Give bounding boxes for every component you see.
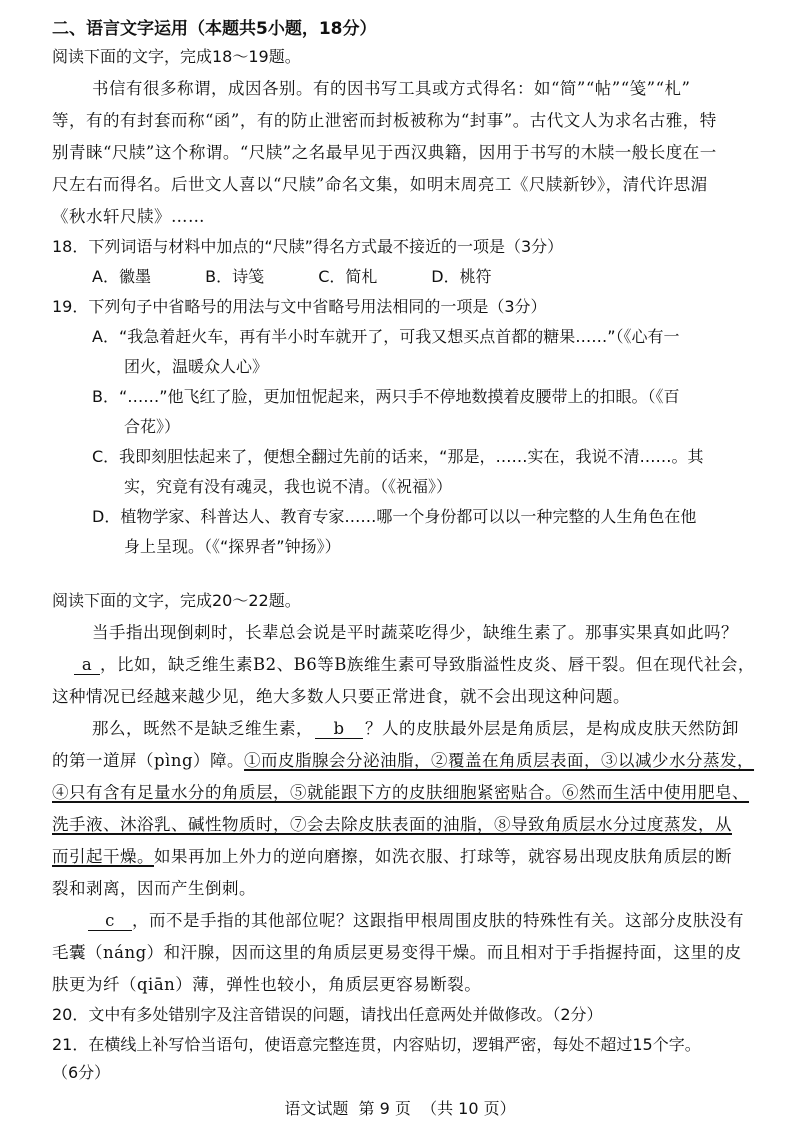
passage2-line-9: 裂和剥离，因而产生倒刺。 [52, 879, 256, 898]
q19-option-d-line2: 身上呈现。（《“探界者”钟扬》） [124, 537, 341, 556]
q19-option-c-line1[interactable]: C．我即刻胆怯起来了，便想全翻过先前的话来，“那是，……实在，我说不清……。其 [92, 447, 704, 466]
passage2-line-4-pre: 那么，既然不是缺乏维生素， [92, 719, 313, 738]
blank-a[interactable]: a [74, 656, 100, 675]
underlined-sentence-part-1: ①而皮脂腺会分泌油脂，②覆盖在角质层表面，③以减少水分蒸发， [244, 751, 755, 770]
q19-option-b-line1[interactable]: B．“……”他飞红了脸，更加忸怩起来，两只手不停地数摸着皮腰带上的扣眼。（《百 [92, 387, 680, 406]
passage1-line-2: 等，有的有封套而称“函”，有的防止泄密而封板被称为“封事”。古代文人为求名古雅，特 [52, 111, 717, 130]
q19-option-a-line1[interactable]: A．“我急着赶火车，再有半小时车就开了，可我又想买点首都的糖果……”（《心有一 [92, 327, 680, 346]
underlined-sentence-part-4: 而引起干燥。 [52, 847, 154, 866]
underlined-sentence-part-2: ④只有含有足量水分的角质层，⑤就能跟下方的皮肤细胞紧密贴合。⑥然而生活中使用肥皂、 [52, 783, 749, 802]
passage2-line-4 [92, 718, 739, 740]
section-header: 二、语言文字运用（本题共5小题，18分） [52, 19, 377, 39]
blank-c[interactable]: c [88, 912, 132, 931]
passage2-line-8 [52, 846, 732, 868]
passage2-line-3: 这种情况已经越来越少见，绝大多数人只要正常进食，就不会出现这种问题。 [52, 687, 630, 706]
q18-option-a[interactable]: A．徽墨 [92, 267, 151, 286]
passage2-line-5 [52, 750, 754, 772]
passage2-line-2 [74, 654, 755, 676]
passage1-line-5: 《秋水轩尺牍》…… [52, 207, 205, 226]
q19-option-c-line2: 实，究竟有没有魂灵，我也说不清。（《祝福》） [124, 477, 453, 496]
passage2-line-11: 毛囊（náng）和汗腺，因而这里的角质层更易变得干燥。而且相对于手指握持面，这里的皮 [52, 943, 742, 962]
q20-stem: 20．文中有多处错别字及注音错误的问题，请找出任意两处并做修改。（2分） [52, 1005, 603, 1024]
passage1-intro: 阅读下面的文字，完成18～19题。 [52, 47, 301, 66]
page-footer: 语文试题 第 9 页 （共 10 页） [284, 1099, 516, 1118]
q19-stem: 19．下列句子中省略号的用法与文中省略号用法相同的一项是（3分） [52, 297, 547, 316]
passage1-line-4: 尺左右而得名。后世文人喜以“尺牍”命名文集，如明末周亮工《尺牍新钞》，清代许思湄 [52, 175, 708, 194]
q19-option-d-line1[interactable]: D．植物学家、科普达人、教育专家……哪一个身份都可以以一种完整的人生角色在他 [92, 507, 697, 526]
passage2-line-4-post: ？人的皮肤最外层是角质层，是构成皮肤天然防卸 [365, 719, 739, 738]
passage2-line-8-rest: 如果再加上外力的逆向磨擦，如洗衣服、打球等，就容易出现皮肤角质层的断 [154, 847, 732, 866]
q18-option-b[interactable]: B．诗笺 [205, 267, 265, 286]
q21-stem-line1: 21．在横线上补写恰当语句，使语意完整连贯，内容贴切，逻辑严密，每处不超过15个字。 [52, 1035, 701, 1054]
passage2-line-5-pre: 的第一道屏（pìng）障。 [52, 751, 245, 770]
passage2-line-1: 当手指出现倒刺时，长辈总会说是平时蔬菜吃得少，缺维生素了。那事实果真如此吗？ [92, 623, 738, 642]
q18-option-c[interactable]: C．简札 [318, 267, 378, 286]
blank-b[interactable]: b [315, 720, 363, 739]
passage2-line-12: 肤更为纤（qiān）薄，弹性也较小，角质层更容易断裂。 [52, 975, 482, 994]
q19-option-a-line2: 团火，温暖众人心》 [124, 357, 269, 376]
passage2-line-10-text: ，而不是手指的其他部位呢？这跟指甲根周围皮肤的特殊性有关。这部分皮肤没有 [132, 911, 744, 930]
passage2-line-2-text: ，比如，缺乏维生素B2、B6等B族维生素可导致脂溢性皮炎、唇干裂。但在现代社会， [100, 655, 755, 674]
q21-stem-line2: （6分） [52, 1063, 111, 1082]
underlined-sentence-part-3: 洗手液、沐浴乳、碱性物质时，⑦会去除皮肤表面的油脂，⑧导致角质层水分过度蒸发，从 [52, 815, 732, 834]
q18-options [92, 266, 539, 288]
q18-stem: 18．下列词语与材料中加点的“尺牍”得名方式最不接近的一项是（3分） [52, 237, 564, 256]
passage1-line-1: 书信有很多称谓，成因各别。有的因书写工具或方式得名：如“简”“帖”“笺”“札” [92, 79, 691, 98]
q18-option-d[interactable]: D．桃符 [431, 267, 492, 286]
passage2-line-10 [88, 910, 744, 932]
passage1-line-3: 别青睐“尺牍”这个称谓。“尺牍”之名最早见于西汉典籍，因用于书写的木牍一般长度在一 [52, 143, 717, 162]
q19-option-b-line2: 合花》） [124, 417, 181, 436]
passage2-intro: 阅读下面的文字，完成20～22题。 [52, 591, 301, 610]
